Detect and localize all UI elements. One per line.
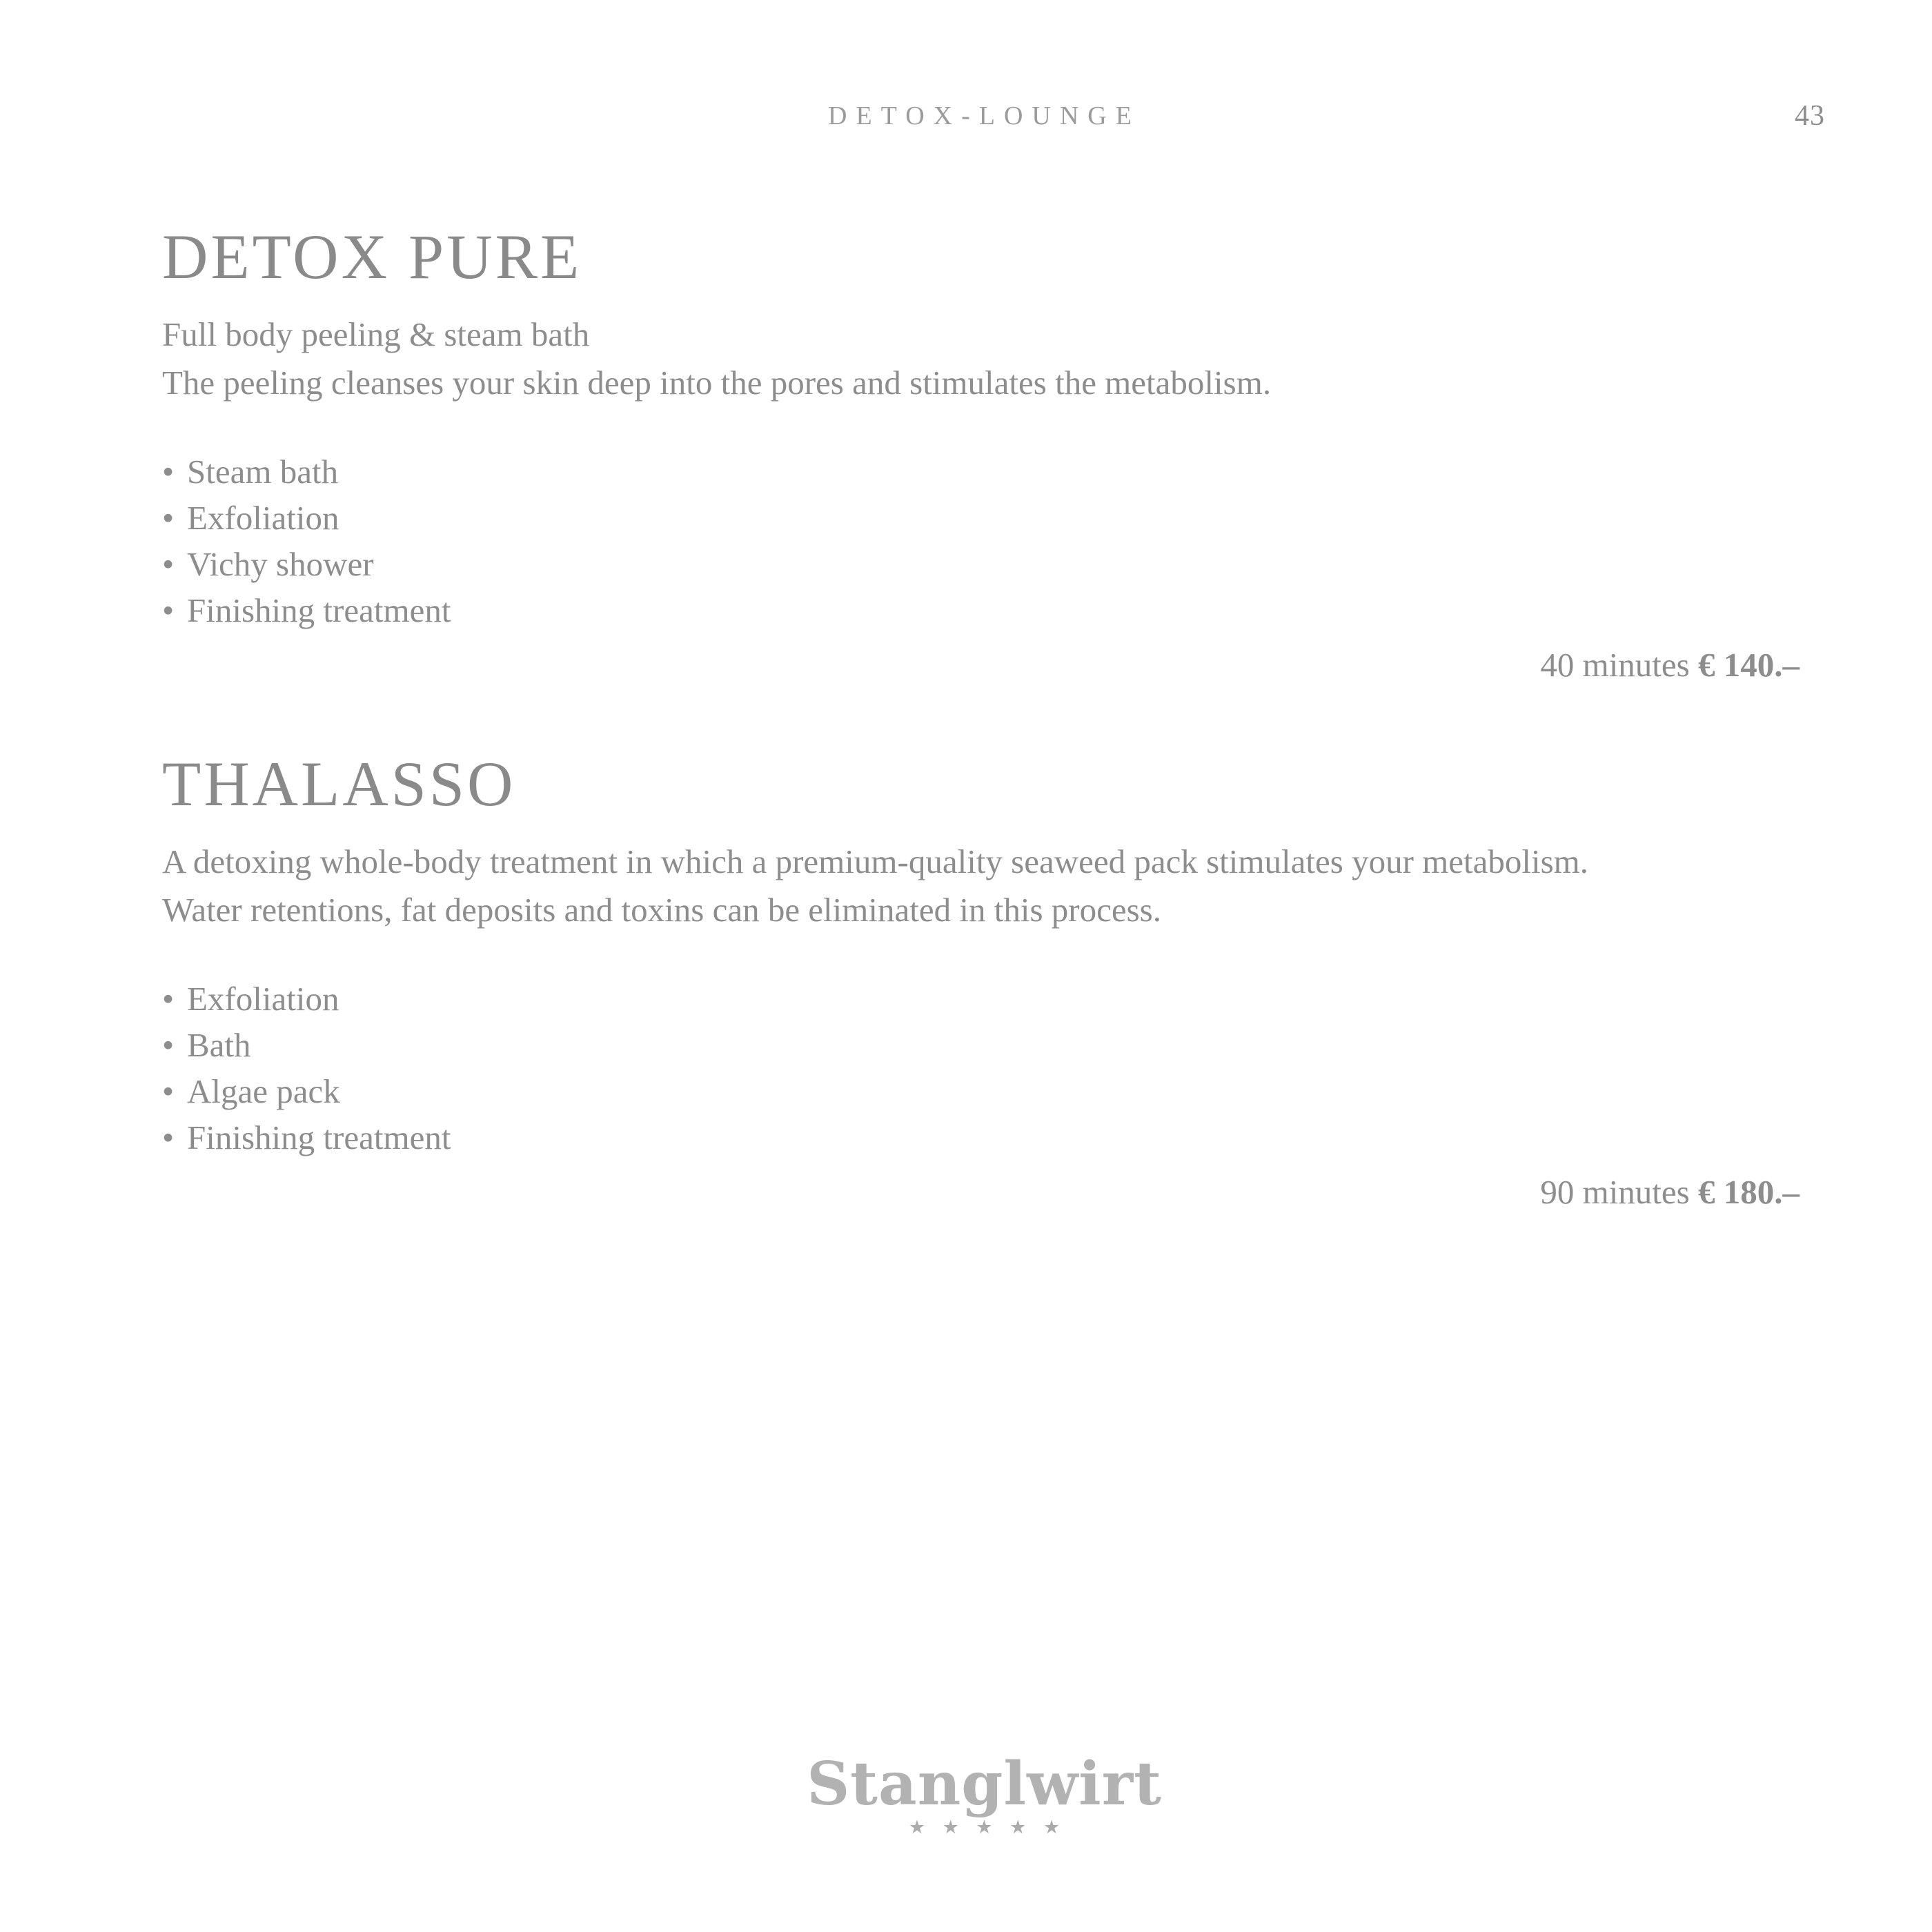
list-item-label: Vichy shower: [187, 545, 374, 583]
duration-label: 90 minutes: [1540, 1173, 1698, 1211]
bullet-dot: •: [162, 591, 175, 629]
bullet-dot: •: [162, 545, 175, 583]
section-title-thalasso: THALASSO: [162, 749, 516, 819]
bullet-dot: •: [162, 499, 175, 537]
footer-logo-block: [162, 1751, 1806, 1839]
list-item-label: Finishing treatment: [187, 591, 451, 629]
price-row: [162, 1173, 1806, 1211]
bullet-dot: •: [162, 1026, 175, 1064]
list-item: [162, 541, 1806, 587]
price-row: [162, 646, 1806, 684]
bullet-dot: •: [162, 1072, 175, 1110]
stanglwirt-logo: Stanglwirt: [807, 1749, 1162, 1819]
treatment-steps-list: [162, 976, 1806, 1161]
list-item-label: Exfoliation: [187, 980, 339, 1018]
page-header-row: [162, 95, 1825, 137]
list-item-label: Steam bath: [187, 453, 339, 491]
list-item: [162, 448, 1806, 495]
list-item: [162, 1022, 1806, 1068]
list-item: [162, 976, 1806, 1022]
list-item: [162, 587, 1806, 633]
intro-line: The peeling cleanses your skin deep into the pores and stimulates the metabolism.: [162, 364, 1272, 402]
bullet-dot: •: [162, 453, 175, 491]
intro-line: Water retentions, fat deposits and toxins can be eliminated in this process.: [162, 891, 1161, 929]
bullet-dot: •: [162, 980, 175, 1018]
section-intro: [162, 838, 1806, 934]
section-detox-pure: [162, 221, 1806, 684]
intro-line: Full body peeling & steam bath: [162, 315, 590, 353]
list-item-label: Bath: [187, 1026, 251, 1064]
list-item-label: Algae pack: [187, 1072, 340, 1110]
bullet-dot: •: [162, 1118, 175, 1156]
intro-line: A detoxing whole-body treatment in which a premium-quality seaweed pack stimulates your metabolism.: [162, 842, 1589, 880]
list-item: [162, 1068, 1806, 1114]
price-value: € 180.–: [1698, 1173, 1800, 1211]
section-thalasso: [162, 751, 1806, 1211]
list-item: [162, 1114, 1806, 1161]
list-item: [162, 495, 1806, 541]
section-intro: [162, 310, 1806, 407]
price-value: € 140.–: [1698, 646, 1800, 684]
section-title-detox-pure: DETOX PURE: [162, 221, 582, 292]
list-item-label: Finishing treatment: [187, 1118, 451, 1156]
list-item-label: Exfoliation: [187, 499, 339, 537]
treatment-steps-list: [162, 448, 1806, 633]
duration-label: 40 minutes: [1540, 646, 1698, 684]
page-header-title: DETOX-LOUNGE: [828, 101, 1141, 130]
five-stars-icon: ★ ★ ★ ★ ★: [908, 1817, 1066, 1838]
page-number: 43: [1795, 100, 1825, 132]
